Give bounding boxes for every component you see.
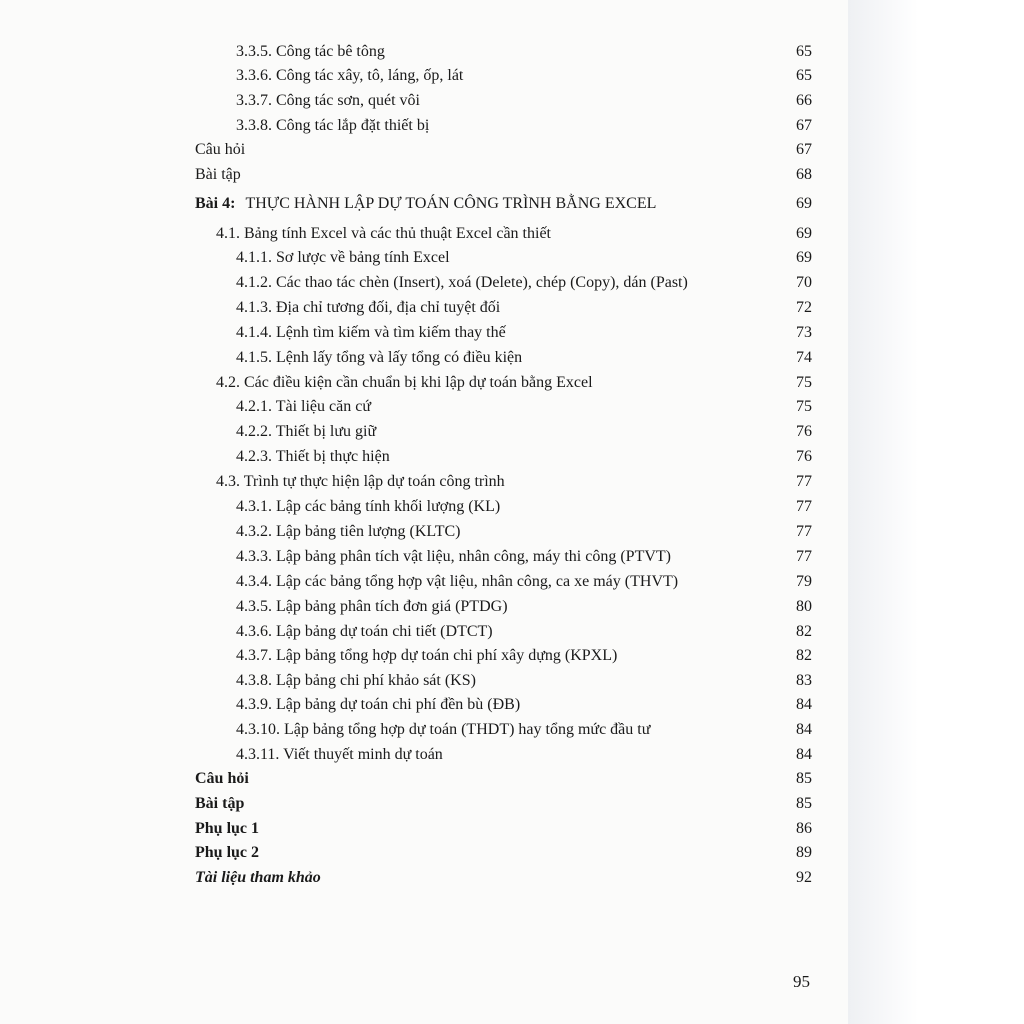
toc-entry-title: 4.1. Bảng tính Excel và các thủ thuật Excel cần thiết (216, 225, 551, 242)
toc-entry (0, 346, 848, 370)
toc-entry-title: 4.2. Các điều kiện cần chuẩn bị khi lập dự toán bằng Excel (216, 374, 593, 391)
toc-entry (0, 296, 848, 320)
toc-entry-page: 75 (796, 398, 812, 415)
toc-entry-page: 68 (796, 166, 812, 183)
toc-entry (0, 420, 848, 444)
toc-entry-title: 4.3.11. Viết thuyết minh dự toán (236, 746, 443, 763)
toc-entry (0, 620, 848, 644)
toc-entry-title: 4.3. Trình tự thực hiện lập dự toán công trình (216, 473, 505, 490)
show-through-imprint (190, 896, 830, 966)
toc-entry (0, 222, 848, 246)
toc-entry-page: 75 (796, 374, 812, 391)
toc-entry (0, 644, 848, 668)
toc-entry (0, 817, 848, 841)
toc-entry-page: 76 (796, 423, 812, 440)
toc-entry-title: 4.3.2. Lập bảng tiên lượng (KLTC) (236, 523, 461, 540)
toc-entry (0, 520, 848, 544)
toc-entry (0, 445, 848, 469)
toc-entry (0, 246, 848, 270)
toc-entry (0, 545, 848, 569)
toc-entry-page: 82 (796, 647, 812, 664)
page-edge-shadow (848, 0, 1024, 1024)
toc-entry-page: 84 (796, 696, 812, 713)
toc-entry (0, 40, 848, 64)
toc-entry (0, 841, 848, 865)
toc-entry (0, 371, 848, 395)
toc-entry-page: 69 (796, 249, 812, 266)
toc-entry (0, 395, 848, 419)
toc-entry-title: Câu hỏi (195, 141, 246, 158)
toc-entry-title: 4.3.8. Lập bảng chi phí khảo sát (KS) (236, 672, 476, 689)
toc-entry (0, 718, 848, 742)
toc-entry-title: Tài liệu tham khảo (195, 869, 321, 886)
toc-entry (0, 693, 848, 717)
toc-entry-title: Câu hỏi (195, 770, 249, 787)
toc-entry-title: 4.3.9. Lập bảng dự toán chi phí đền bù (ĐB) (236, 696, 521, 713)
toc-entry (0, 792, 848, 816)
toc-entry-title (195, 192, 656, 216)
toc-entry-title: 4.1.2. Các thao tác chèn (Insert), xoá (Delete), chép (Copy), dán (Past) (236, 274, 688, 291)
toc-entry-page: 83 (796, 672, 812, 689)
toc-entry (0, 743, 848, 767)
toc-entry-page: 65 (796, 67, 812, 84)
toc-entry-page: 82 (796, 623, 812, 640)
toc-entry-page: 77 (796, 498, 812, 515)
toc-entry-page: 80 (796, 598, 812, 615)
toc-entry-title: 4.2.2. Thiết bị lưu giữ (236, 423, 377, 440)
toc-entry (0, 767, 848, 791)
toc-entry-title: 4.3.3. Lập bảng phân tích vật liệu, nhân công, máy thi công (PTVT) (236, 548, 672, 565)
toc-entry-title: 4.3.4. Lập các bảng tổng hợp vật liệu, nhân công, ca xe máy (THVT) (236, 573, 679, 590)
toc-entry (0, 89, 848, 113)
toc-entry (0, 271, 848, 295)
chapter-title: THỰC HÀNH LẬP DỰ TOÁN CÔNG TRÌNH BẰNG EXCEL (245, 195, 657, 212)
toc-entry-page: 65 (796, 43, 812, 60)
toc-entry (0, 866, 848, 890)
toc-entry (0, 64, 848, 88)
toc-entry-page: 77 (796, 548, 812, 565)
toc-entry-title: 4.2.1. Tài liệu căn cứ (236, 398, 371, 415)
toc-entry-title: 4.3.7. Lập bảng tổng hợp dự toán chi phí xây dựng (KPXL) (236, 647, 618, 664)
toc-entry-page: 84 (796, 721, 812, 738)
toc-entry (0, 114, 848, 138)
toc-entry (0, 595, 848, 619)
toc-entry-page: 69 (796, 225, 812, 242)
toc-entry-title: 4.1.1. Sơ lược về bảng tính Excel (236, 249, 450, 266)
toc-entry-title: 4.3.6. Lập bảng dự toán chi tiết (DTCT) (236, 623, 493, 640)
toc-entry-page: 67 (796, 141, 812, 158)
toc-entry-title: Phụ lục 2 (195, 844, 260, 861)
toc-entry-title: 3.3.5. Công tác bê tông (236, 43, 385, 60)
toc-entry-page: 67 (796, 117, 812, 134)
page-number: 95 (793, 972, 810, 991)
toc-entry (0, 138, 848, 162)
toc-entry-title: 4.1.5. Lệnh lấy tổng và lấy tổng có điều kiện (236, 349, 523, 366)
toc-entry-title: Bài tập (195, 795, 245, 812)
toc-entry-page: 79 (796, 573, 812, 590)
toc-entry-title: 3.3.8. Công tác lắp đặt thiết bị (236, 117, 430, 134)
toc-entry-page: 86 (796, 820, 812, 837)
toc-entry (0, 570, 848, 594)
toc-entry-page: 92 (796, 869, 812, 886)
toc-entry-page: 89 (796, 844, 812, 861)
toc-entry-page: 69 (796, 195, 812, 212)
toc-entry-page: 72 (796, 299, 812, 316)
toc-entry-page: 85 (796, 770, 812, 787)
toc-entry-page: 73 (796, 324, 812, 341)
toc-entry-page: 74 (796, 349, 812, 366)
chapter-prefix: Bài 4: (195, 195, 236, 212)
toc-entry-page: 85 (796, 795, 812, 812)
toc-entry-title: 4.3.5. Lập bảng phân tích đơn giá (PTDG) (236, 598, 508, 615)
toc-entry-title: 4.3.10. Lập bảng tổng hợp dự toán (THDT) hay tổng mức đầu tư (236, 721, 651, 738)
toc-entry (0, 192, 848, 216)
toc-entry-title: 4.1.4. Lệnh tìm kiếm và tìm kiếm thay thế (236, 324, 506, 341)
toc-entry (0, 321, 848, 345)
toc-entry-title: 3.3.7. Công tác sơn, quét vôi (236, 92, 420, 109)
toc-entry-title: 4.2.3. Thiết bị thực hiện (236, 448, 390, 465)
toc-entry (0, 163, 848, 187)
toc-entry-title: 4.1.3. Địa chỉ tương đối, địa chỉ tuyệt đối (236, 299, 501, 316)
toc-entry-page: 70 (796, 274, 812, 291)
toc-entry-page: 76 (796, 448, 812, 465)
toc-entry-page: 77 (796, 473, 812, 490)
toc-entry-page: 77 (796, 523, 812, 540)
toc-entry (0, 470, 848, 494)
toc-entry-title: Phụ lục 1 (195, 820, 260, 837)
toc-entry-title: 4.3.1. Lập các bảng tính khối lượng (KL) (236, 498, 501, 515)
toc-entry-page: 84 (796, 746, 812, 763)
toc-entry-title: 3.3.6. Công tác xây, tô, láng, ốp, lát (236, 67, 464, 84)
toc-entry (0, 495, 848, 519)
toc-entry-page: 66 (796, 92, 812, 109)
toc-entry-title: Bài tập (195, 166, 241, 183)
toc-entry (0, 669, 848, 693)
